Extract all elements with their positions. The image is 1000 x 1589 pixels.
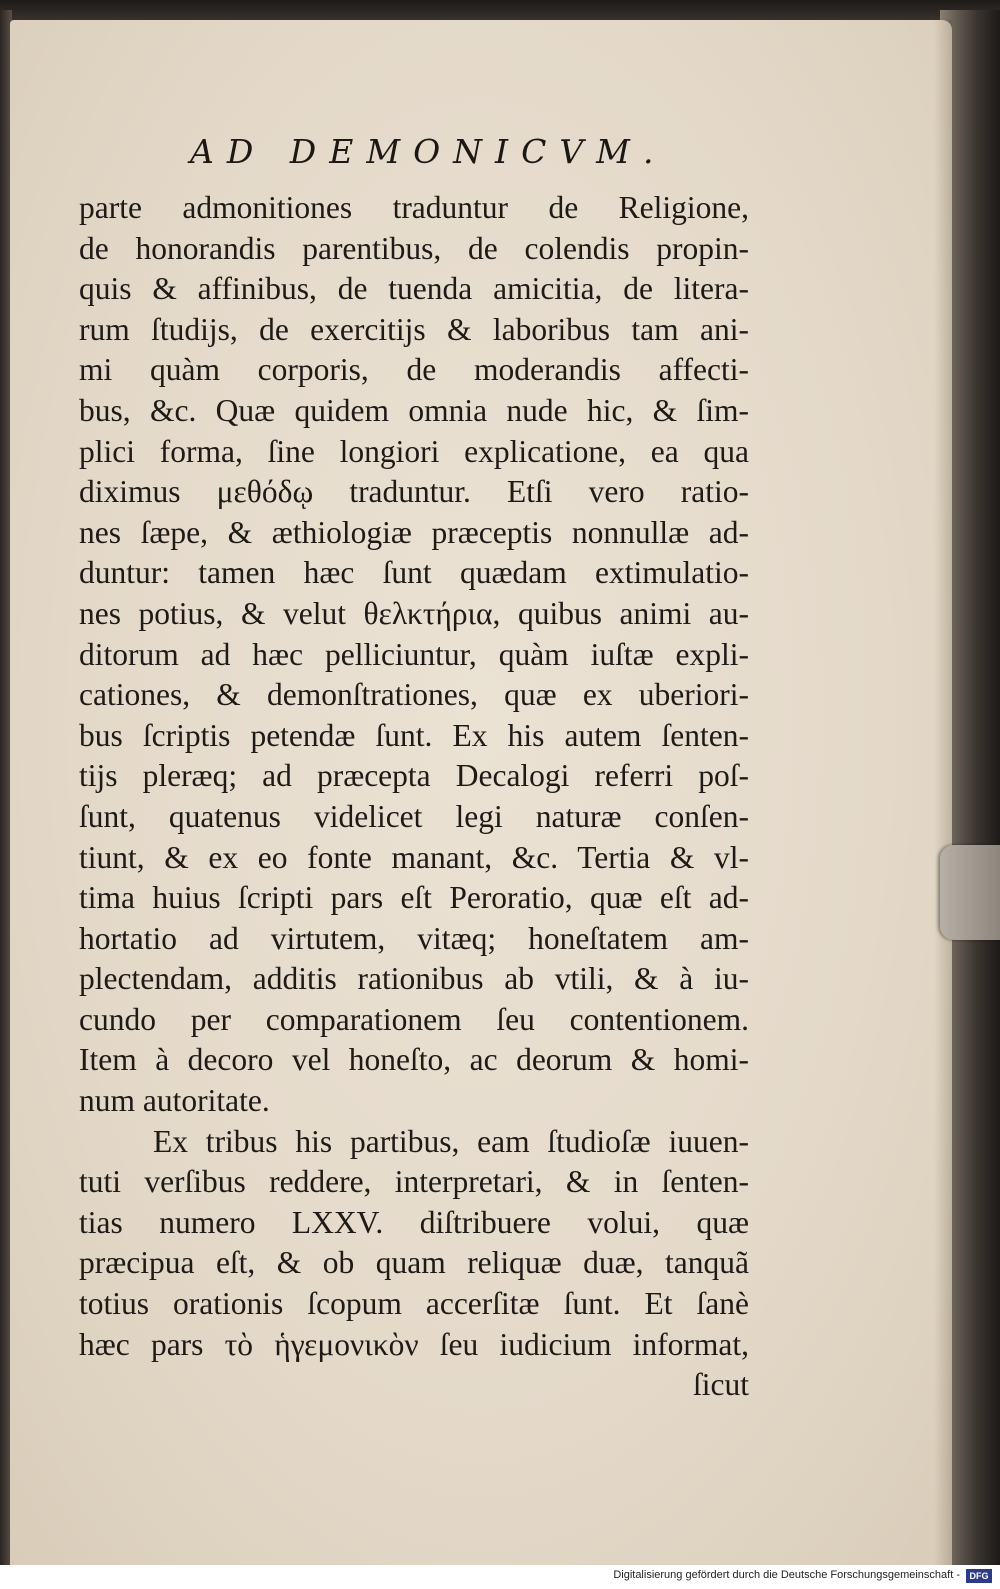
catchword: ſicut: [693, 1367, 749, 1403]
text-line: hæc pars τὸ ἡγεμονικὸν ſeu iudicium informat,: [79, 1326, 749, 1362]
text-line: plectendam, additis rationibus ab vtili, & à iu-: [79, 961, 749, 997]
dfg-logo: DFG: [966, 1569, 992, 1583]
text-line: nes ſæpe, & æthiologiæ præceptis nonnullæ ad-: [79, 514, 749, 550]
text-line: tuti verſibus reddere, interpretari, & in ſenten-: [79, 1164, 749, 1200]
text-line: totius orationis ſcopum accerſitæ ſunt. Et ſanè: [79, 1286, 749, 1322]
text-line: parte admonitiones traduntur de Religione,: [79, 190, 749, 225]
text-line: num autoritate.: [79, 1083, 270, 1119]
text-line: nes potius, & velut θελκτήρια, quibus animi au-: [79, 595, 749, 631]
text-line: de honorandis parentibus, de colendis propin-: [79, 230, 749, 266]
text-line: Ex tribus his partibus, eam ſtudioſæ iuuen-: [153, 1123, 749, 1159]
running-head: AD DEMONICVM.: [190, 132, 667, 171]
page-edge-shadow: [934, 20, 952, 1565]
text-line: hortatio ad virtutem, vitæq; honeſtatem am-: [79, 920, 749, 956]
book-top-edge: [0, 0, 1000, 22]
text-line: duntur: tamen hæc ſunt quædam extimulatio-: [79, 555, 749, 591]
text-line: cationes, & demonſtrationes, quæ ex uberiori-: [79, 677, 749, 713]
text-line: tima huius ſcripti pars eſt Peroratio, quæ eſt ad-: [79, 880, 749, 916]
text-line: ditorum ad hæc pelliciuntur, quàm iuſtæ expli-: [79, 636, 749, 672]
text-line: rum ſtudijs, de exercitijs & laboribus tam ani-: [79, 311, 749, 347]
text-line: cundo per comparationem ſeu contentionem.: [79, 1001, 749, 1037]
funding-credit: Digitalisierung gefördert durch die Deutsche Forschungsgemeinschaft -: [613, 1569, 960, 1581]
text-line: tiunt, & ex eo fonte manant, &c. Tertia & vl-: [79, 839, 749, 875]
footer-bar: [0, 1565, 1000, 1589]
page-text: [79, 188, 749, 1406]
text-line: tias numero LXXV. diſtribuere volui, quæ: [79, 1204, 749, 1240]
text-line: ſunt, quatenus videlicet legi naturæ conſen-: [79, 798, 749, 834]
text-line: Item à decoro vel honeſto, ac deorum & homi-: [79, 1042, 749, 1078]
text-line: quis & affinibus, de tuenda amicitia, de litera-: [79, 271, 749, 307]
text-line: diximus μεθόδῳ traduntur. Etſi vero ratio-: [79, 474, 749, 510]
text-line: bus ſcriptis petendæ ſunt. Ex his autem ſenten-: [79, 717, 749, 753]
text-line: tijs pleræq; ad præcepta Decalogi referri poſ-: [79, 758, 749, 794]
text-line: præcipua eſt, & ob quam reliquæ duæ, tanquã: [79, 1245, 749, 1281]
text-line: mi quàm corporis, de moderandis affecti-: [79, 352, 749, 388]
page-clip: [940, 845, 1000, 940]
text-line: bus, &c. Quæ quidem omnia nude hic, & ſim-: [79, 392, 749, 428]
text-line: plici forma, ſine longiori explicatione, ea qua: [79, 433, 749, 469]
